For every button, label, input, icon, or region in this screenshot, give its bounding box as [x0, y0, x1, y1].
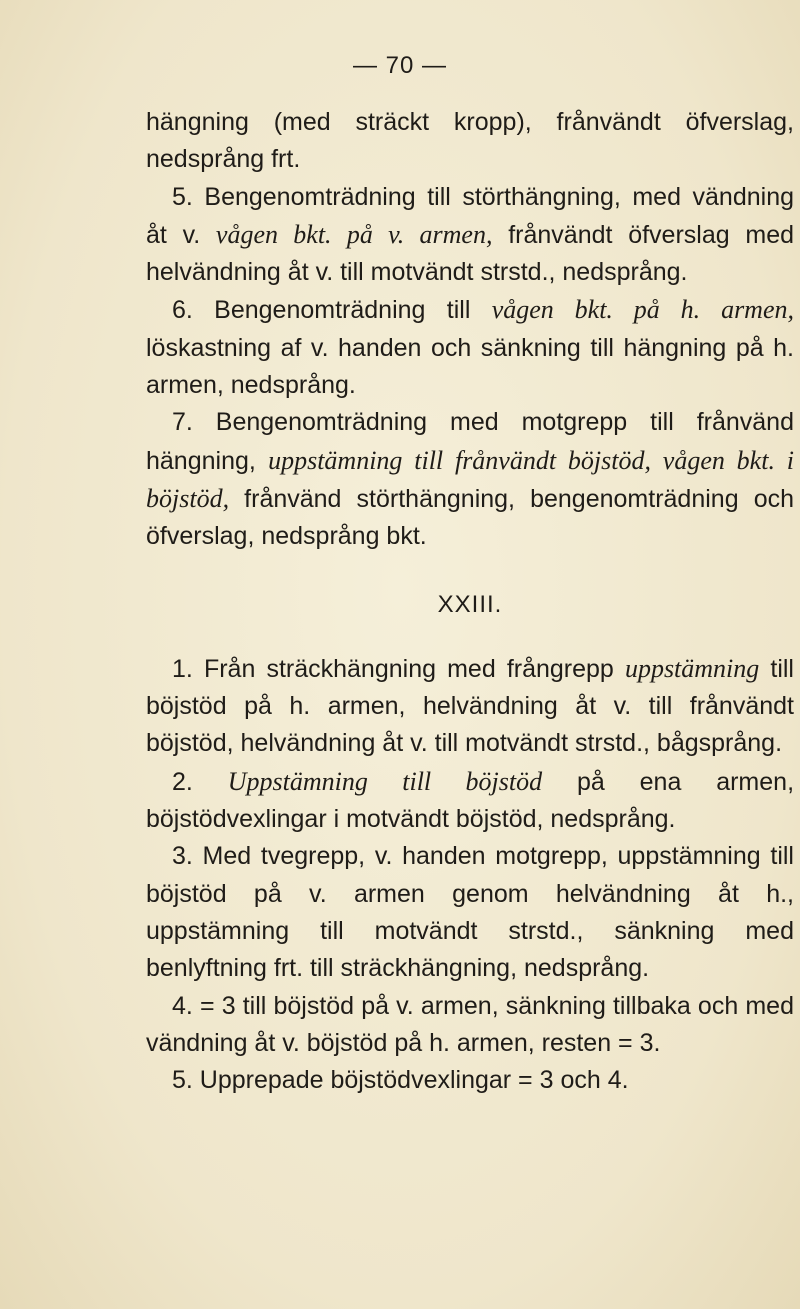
item-6-text-c: löskastning af v. handen och sänkning till hängning på h. armen, nedsprång.	[146, 333, 794, 400]
page-number: — 70 —	[352, 52, 448, 79]
paragraph-xxiii-item-1	[146, 650, 794, 763]
xxiii-item-1-text-a: 1. Från sträckhängning med frångrepp	[172, 654, 625, 683]
paragraph-item-5	[146, 179, 794, 292]
paragraph-xxiii-item-3: 3. Med tvegrepp, v. handen motgrepp, uppstämning till böjstöd på v. armen genom helvändning åt h., uppstämning till motvändt strstd., sänkning med benlyftning frt. till sträckhängning, nedsprång.	[146, 842, 794, 983]
xxiii-item-2-text-a: 2.	[172, 767, 228, 796]
item-7-text-a: 7. Bengenomträdning med motgrepp till frånvänd hängning,	[146, 408, 794, 475]
body-text	[146, 104, 794, 1099]
item-7-text-c: frånvänd störthängning, bengenomträdning och öfverslag, nedsprång bkt.	[146, 484, 794, 551]
item-7-italic: uppstämning till frånvändt böjstöd, vågen bkt. i böjstöd,	[146, 445, 794, 513]
item-6-text-a: 6. Bengenomträdning till	[172, 296, 492, 325]
item-6-italic: vågen bkt. på h. armen,	[491, 295, 794, 325]
section-heading: XXIII.	[437, 590, 503, 618]
xxiii-item-2-text-c: på ena armen, böjstödvexlingar i motvändt böjstöd, nedsprång.	[146, 767, 795, 834]
item-5-italic: vågen bkt. på v. armen,	[215, 219, 493, 249]
xxiii-item-1-text-c: till böjstöd på h. armen, helvändning åt v. till frånvändt böjstöd, helvändning åt v. till motvändt strstd., bågsprång.	[146, 654, 794, 758]
item-5-text-a: 5. Bengenomträdning till störthängning, med vändning åt v.	[146, 182, 794, 249]
paragraph-intro: hängning (med sträckt kropp), frånvändt öfverslag, nedsprång frt.	[146, 108, 794, 174]
paragraph-xxiii-item-2	[146, 763, 794, 839]
paragraph-xxiii-item-5: 5. Upprepade böjstödvexlingar = 3 och 4.	[172, 1066, 629, 1095]
xxiii-item-2-italic: Uppstämning till böjstöd	[227, 766, 543, 796]
paragraph-item-7	[146, 404, 794, 555]
item-5-text-c: frånvändt öfverslag med helvändning åt v. till motvändt strstd., nedsprång.	[146, 220, 795, 287]
paragraph-xxiii-item-4: 4. = 3 till böjstöd på v. armen, sänkning tillbaka och med vändning åt v. böjstöd på h. armen, resten = 3.	[146, 991, 794, 1057]
xxiii-item-1-italic: uppstämning	[624, 653, 760, 683]
paragraph-item-6	[146, 291, 794, 404]
